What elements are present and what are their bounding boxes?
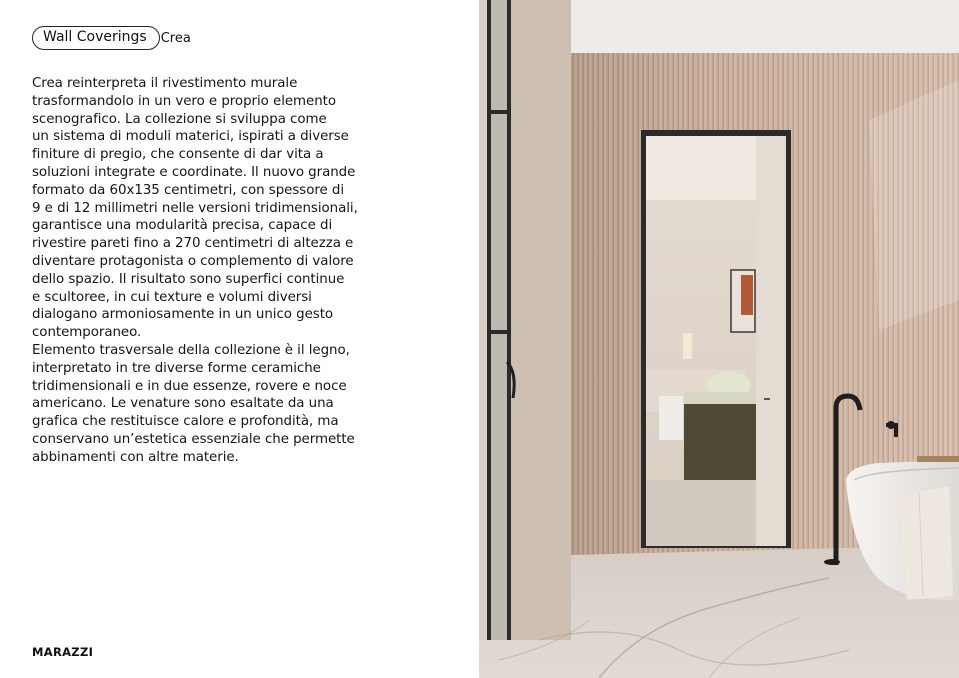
breadcrumb	[32, 26, 191, 50]
description	[32, 75, 362, 467]
description-paragraph: Crea reinterpreta il rivestimento murale trasformandolo in un vero e proprio elemento scenografico. La collezione si sviluppa come un sistema di moduli materici, ispirati a diverse finiture di pregio, che consente di dar vita a soluzioni integrate e coordinate. Il nuovo grande formato da 60x135 centimetri, con spessore di 9 e di 12 millimetri nelle versioni tridimensionali, garantisce una modularità precisa, capace di rivestire pareti fino a 270 centimetri di altezza e diventare protagonista o complemento di valore dello spazio. Il risultato sono superfici continue e scultoree, in cui texture e volumi diversi dialogano armoniosamente in un unico gesto contemporaneo.	[32, 76, 358, 341]
bathroom-photo	[479, 0, 959, 678]
brand-logo: MARAZZI	[32, 645, 94, 659]
collection-name: Crea	[160, 30, 191, 46]
text-column	[0, 0, 479, 678]
category-tag[interactable]: Wall Coverings	[32, 26, 160, 50]
description-paragraph: Elemento trasversale della collezione è il legno, interpretato in tre diverse forme ceramiche tridimensionali e in due essenze, rovere e noce americano. Le venature sono esaltate da una grafica che restituisce calore e profondità, ma conservano un’estetica essenziale che permette abbinamenti con altre materie.	[32, 342, 355, 465]
